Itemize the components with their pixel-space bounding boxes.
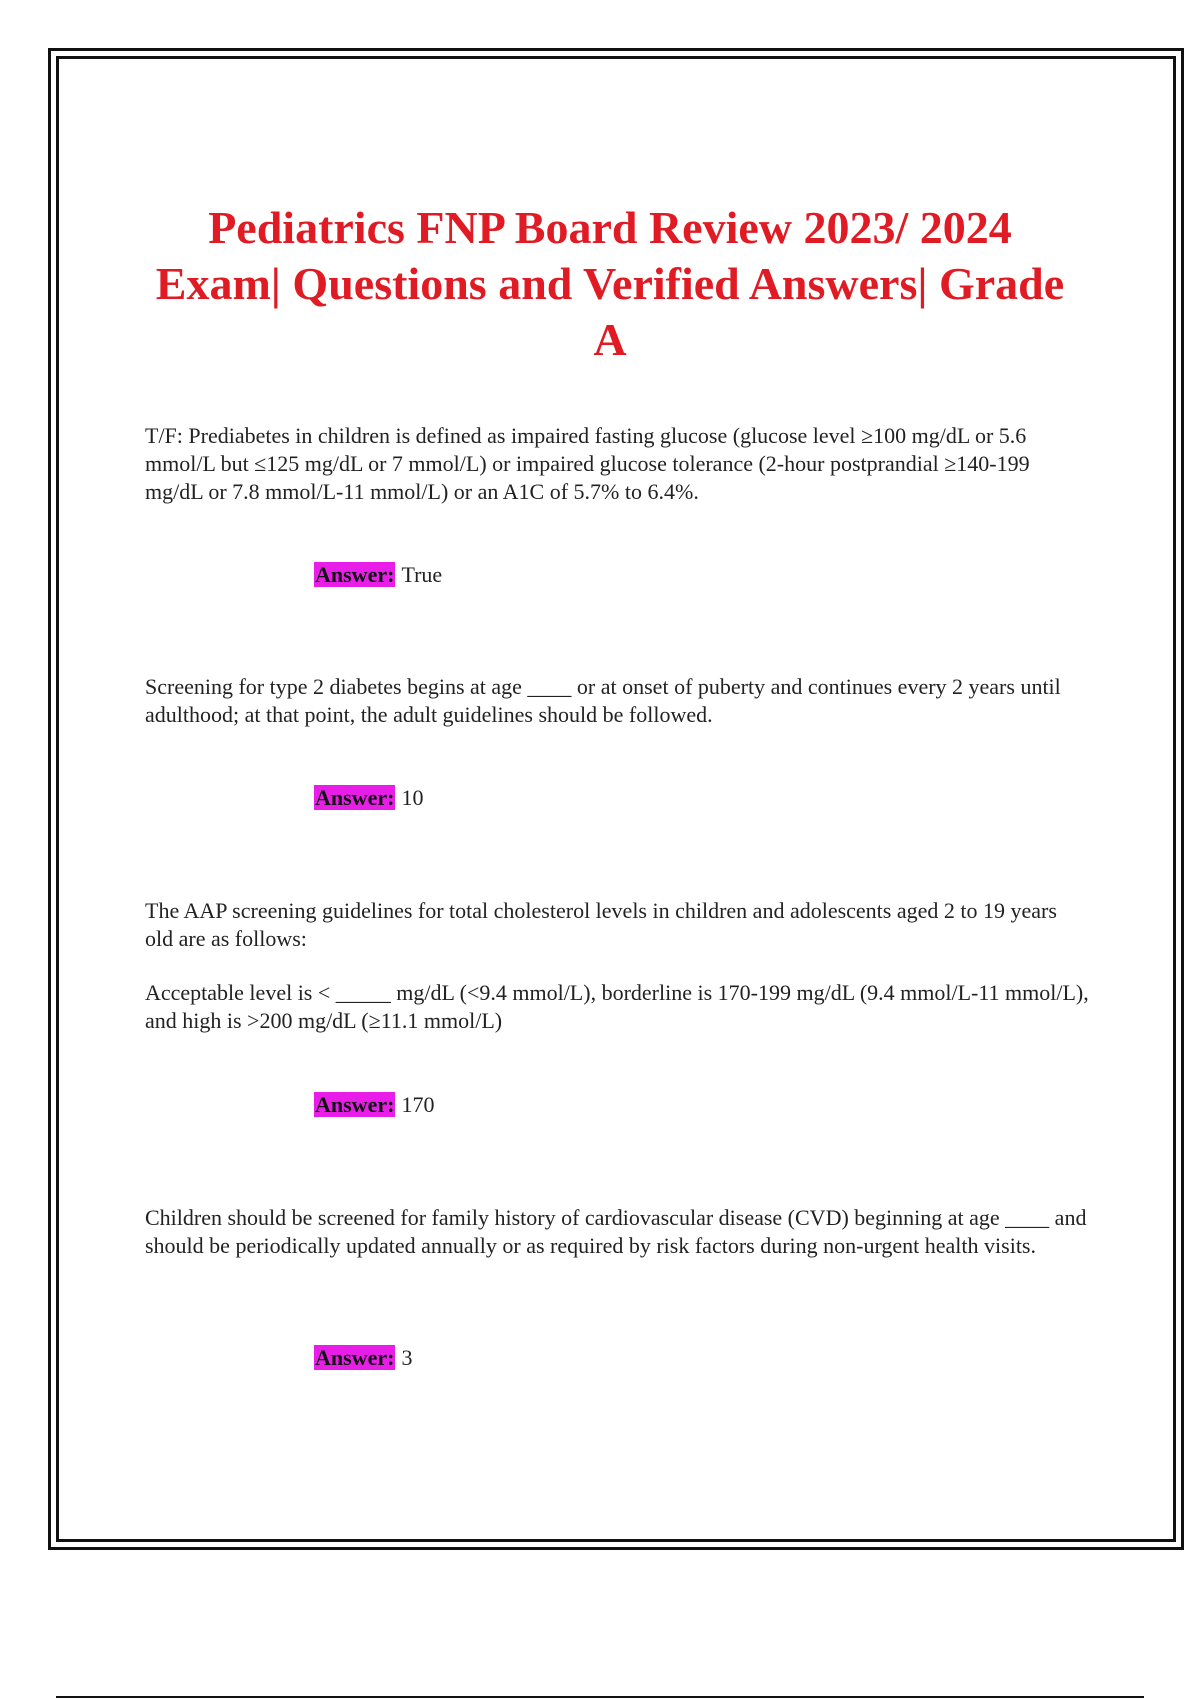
answer-label: Answer: (315, 1345, 395, 1370)
answer-label: Answer: (315, 785, 395, 810)
question-3-text: Acceptable level is < _____ mg/dL (<9.4 mmol/L), borderline is 170-199 mg/dL (9.4 mmol/L-11 mmol/L), and high is >200 mg/dL (≥11.1 mmol/L) (145, 980, 1089, 1033)
answer-2 (314, 784, 423, 812)
question-2-text: Screening for type 2 diabetes begins at age ____ or at onset of puberty and continues every 2 years until adulthood; at that point, the adult guidelines should be followed. (145, 674, 1061, 727)
question-4-text: Children should be screened for family history of cardiovascular disease (CVD) beginning at age ____ and should be periodically updated annually or as required by risk factors during non-urgent health visits. (145, 1205, 1087, 1258)
answer-1 (314, 561, 442, 589)
document-title: Pediatrics FNP Board Review 2023/ 2024 Exam| Questions and Verified Answers| Grade A (155, 202, 1065, 365)
question-3-intro: The AAP screening guidelines for total cholesterol levels in children and adolescents aged 2 to 19 years old are as follows: (145, 898, 1057, 951)
footer-divider (56, 1696, 1144, 1698)
answer-label: Answer: (315, 562, 395, 587)
answer-label: Answer: (315, 1092, 395, 1117)
answer-value: 10 (401, 785, 424, 810)
answer-value: 3 (401, 1345, 413, 1370)
answer-3 (314, 1091, 434, 1119)
answer-value: True (401, 562, 443, 587)
question-1-text: T/F: Prediabetes in children is defined as impaired fasting glucose (glucose level ≥100 mg/dL or 5.6 mmol/L but ≤125 mg/dL or 7 mmol/L) or impaired glucose tolerance (2-hour postprandial ≥140-199 mg/dL or 7.8 mmol/L-11 mmol/L) or an A1C of 5.7% to 6.4%. (145, 423, 1030, 504)
answer-value: 170 (401, 1092, 435, 1117)
answer-4 (314, 1344, 412, 1372)
